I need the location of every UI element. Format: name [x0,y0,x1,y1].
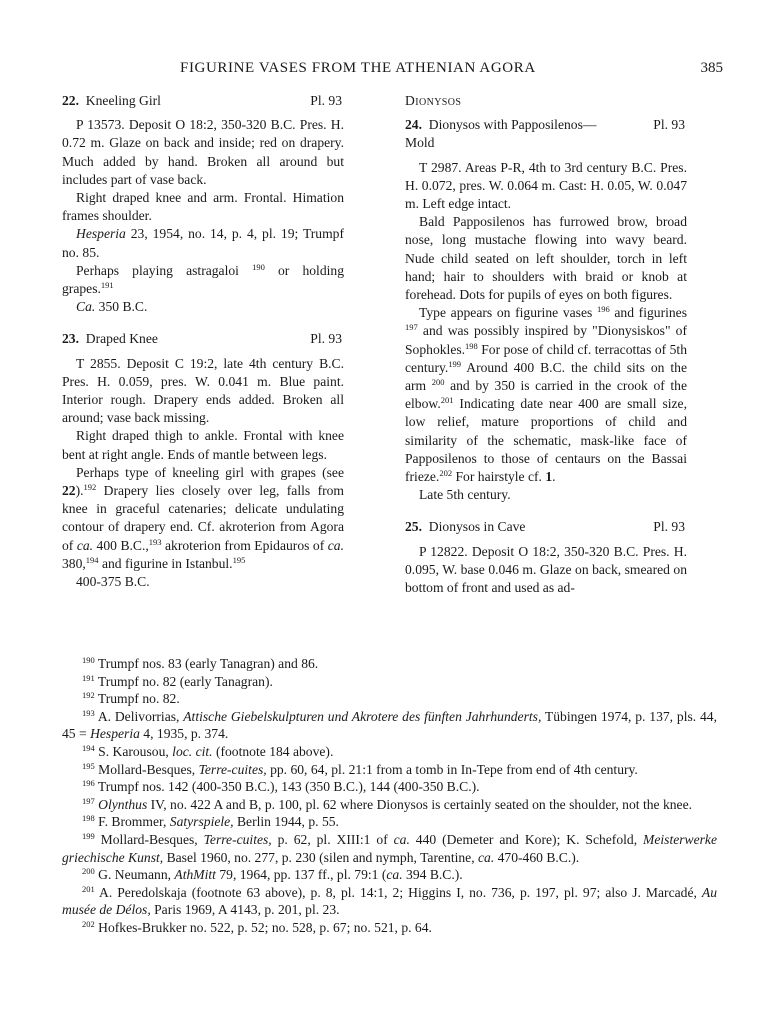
entry-24-heading [405,116,687,152]
footnote: $^{199}$ Mollard-Besques, Terre-cuites, p. 62, pl. XIII:1 of ca. 440 (Demeter and Kore); K. Schefold, Meisterwerke griechische Kunst, Basel 1960, no. 277, p. 230 (silen and nymph, Tarentine, ca. 470-460 B.C.). [62,830,717,865]
right-column [405,92,687,597]
entry-22-heading [62,92,344,110]
left-column [62,92,344,591]
entry-23-description: T 2855. Deposit C 19:2, late 4th century B.C. Pres. H. 0.059, pres. W. 0.041 m. Blue paint. Interior rough. Drapery ends added. Broken all around; vase back missing. [62,355,344,426]
plate-ref: Pl. 93 [653,117,685,133]
plate-ref: Pl. 93 [310,93,342,108]
footnote: $^{194}$ S. Karousou, loc. cit. (footnote 184 above). [82,742,334,759]
entry-number: 24. [405,117,422,133]
entry-25-description: P 12822. Deposit O 18:2, 350-320 B.C. Pres. H. 0.095, W. base 0.046 m. Glaze on back, smeared on bottom of front and used as ad- [405,543,687,596]
entry-24-discussion: Type appears on figurine vases $^{196}$ and figurines $^{197}$ and was possibly inspired by "Dionysiskos" of Sophokles.$^{198}$ For pose of child cf. terracottas of 5th century.$^{199}$ Around 400 B.C. the child sits on the arm $^{200}$ and by 350 is carried in the crook of the elbow.$^{201}$ Indicating date near 400 are small size, low relief, mature proportions of child and similarity of the schematic, mask-like face of Papposilenos to those of centaurs on the Bassai frieze.$^{202}$ For hairstyle cf. 1. [405,304,688,485]
running-title: FIGURINE VASES FROM THE ATHENIAN AGORA [180,60,536,76]
footnote: $^{195}$ Mollard-Besques, Terre-cuites, pp. 60, 64, pl. 21:1 from a tomb in In-Tepe from end of 4th century. [82,760,638,777]
footnotes [62,655,717,937]
entry-25-heading [405,518,687,536]
entry-23-discussion: Perhaps type of kneeling girl with grapes (see 22).$^{192}$ Drapery lies closely over leg, falls from knee in graceful catenaries; delicate undulating contour of drapery end. Cf. akroterion from Agora of ca. 400 B.C.,$^{193}$ akroterion from Epidauros of ca. 380,$^{194}$ and figurine in Istanbul.$^{195}$ [62,464,344,571]
footnote: $^{190}$ Trumpf nos. 83 (early Tanagran) and 86. [82,655,319,671]
entry-title: Kneeling Girl [85,93,161,108]
entry-22-date: Ca. 350 B.C. [76,299,148,315]
footnote: $^{192}$ Trumpf no. 82. [82,690,180,707]
entry-23-heading [62,330,344,348]
footnote: $^{200}$ G. Neumann, AthMitt 79, 1964, pp. 137 ff., pl. 79:1 (ca. 394 B.C.). [82,866,463,883]
entry-22-interpretation: Perhaps playing astragaloi $^{190}$ or holding grapes.$^{191}$ [62,261,344,297]
running-head [60,60,723,82]
page-number: 385 [700,60,723,76]
footnote: $^{198}$ F. Brommer, Satyrspiele, Berlin 1944, p. 55. [82,813,339,830]
entry-22-summary: Right draped knee and arm. Frontal. Himation frames shoulder. [62,190,344,224]
footnote: $^{193}$ A. Delivorrias, Attische Giebelskulpturen und Akrotere des fünften Jahrhunderts, Tübingen 1974, p. 137, pls. 44, 45 = Hesperia 4, 1935, p. 374. [62,707,717,742]
entry-23-date: 400-375 B.C. [76,574,150,590]
entry-title: Dionysos with Papposilenos—Mold [405,117,597,151]
footnote: $^{197}$ Olynthus IV, no. 422 A and B, p. 100, pl. 62 where Dionysos is certainly seated on the shoulder, not the knee. [82,795,693,812]
footnote: $^{196}$ Trumpf nos. 142 (400-350 B.C.), 143 (350 B.C.), 144 (400-350 B.C.). [82,778,480,795]
entry-number: 23. [62,331,79,347]
footnote: $^{191}$ Trumpf no. 82 (early Tanagran). [82,672,273,689]
footnote: $^{202}$ Hofkes-Brukker no. 522, p. 52; no. 528, p. 67; no. 521, p. 64. [82,918,432,935]
entry-number: 25. [405,519,422,535]
section-label: Dionysos [405,93,462,108]
entry-24-summary: Bald Papposilenos has furrowed brow, broad nose, long mustache flowing into wavy beard. Nude child seated on left shoulder, torch in left hand; hair to shoulders with braid or knob at forehead. Dots for pupils of eyes on both figures. [405,214,687,303]
entry-24-description: T 2987. Areas P-R, 4th to 3rd century B.C. Pres. H. 0.072, pres. W. 0.064 m. Cast: H. 0.05, W. 0.047 m. Left edge intact. [405,159,687,212]
entry-22-description: P 13573. Deposit O 18:2, 350-320 B.C. Pres. H. 0.72 m. Glaze on back and inside; red on drapery. Much added by hand. Broken all around but includes part of vase back. [62,117,344,187]
entry-23-summary: Right draped thigh to ankle. Frontal with knee bent at right angle. Ends of mantle between legs. [62,428,344,462]
entry-22-bibliography: Hesperia 23, 1954, no. 14, p. 4, pl. 19; Trumpf no. 85. [62,226,344,260]
footnote: $^{201}$ A. Peredolskaja (footnote 63 above), p. 8, pl. 14:1, 2; Higgins I, no. 736, p. 197, pl. 97; also J. Marcadé, Au musée de Délos, Paris 1969, A 4143, p. 201, pl. 23. [62,883,717,918]
plate-ref: Pl. 93 [653,519,685,535]
entry-number: 22. [62,93,79,108]
entry-title: Draped Knee [85,331,158,347]
entry-title: Dionysos in Cave [428,519,526,535]
plate-ref: Pl. 93 [310,331,342,347]
entry-24-date: Late 5th century. [419,487,511,503]
